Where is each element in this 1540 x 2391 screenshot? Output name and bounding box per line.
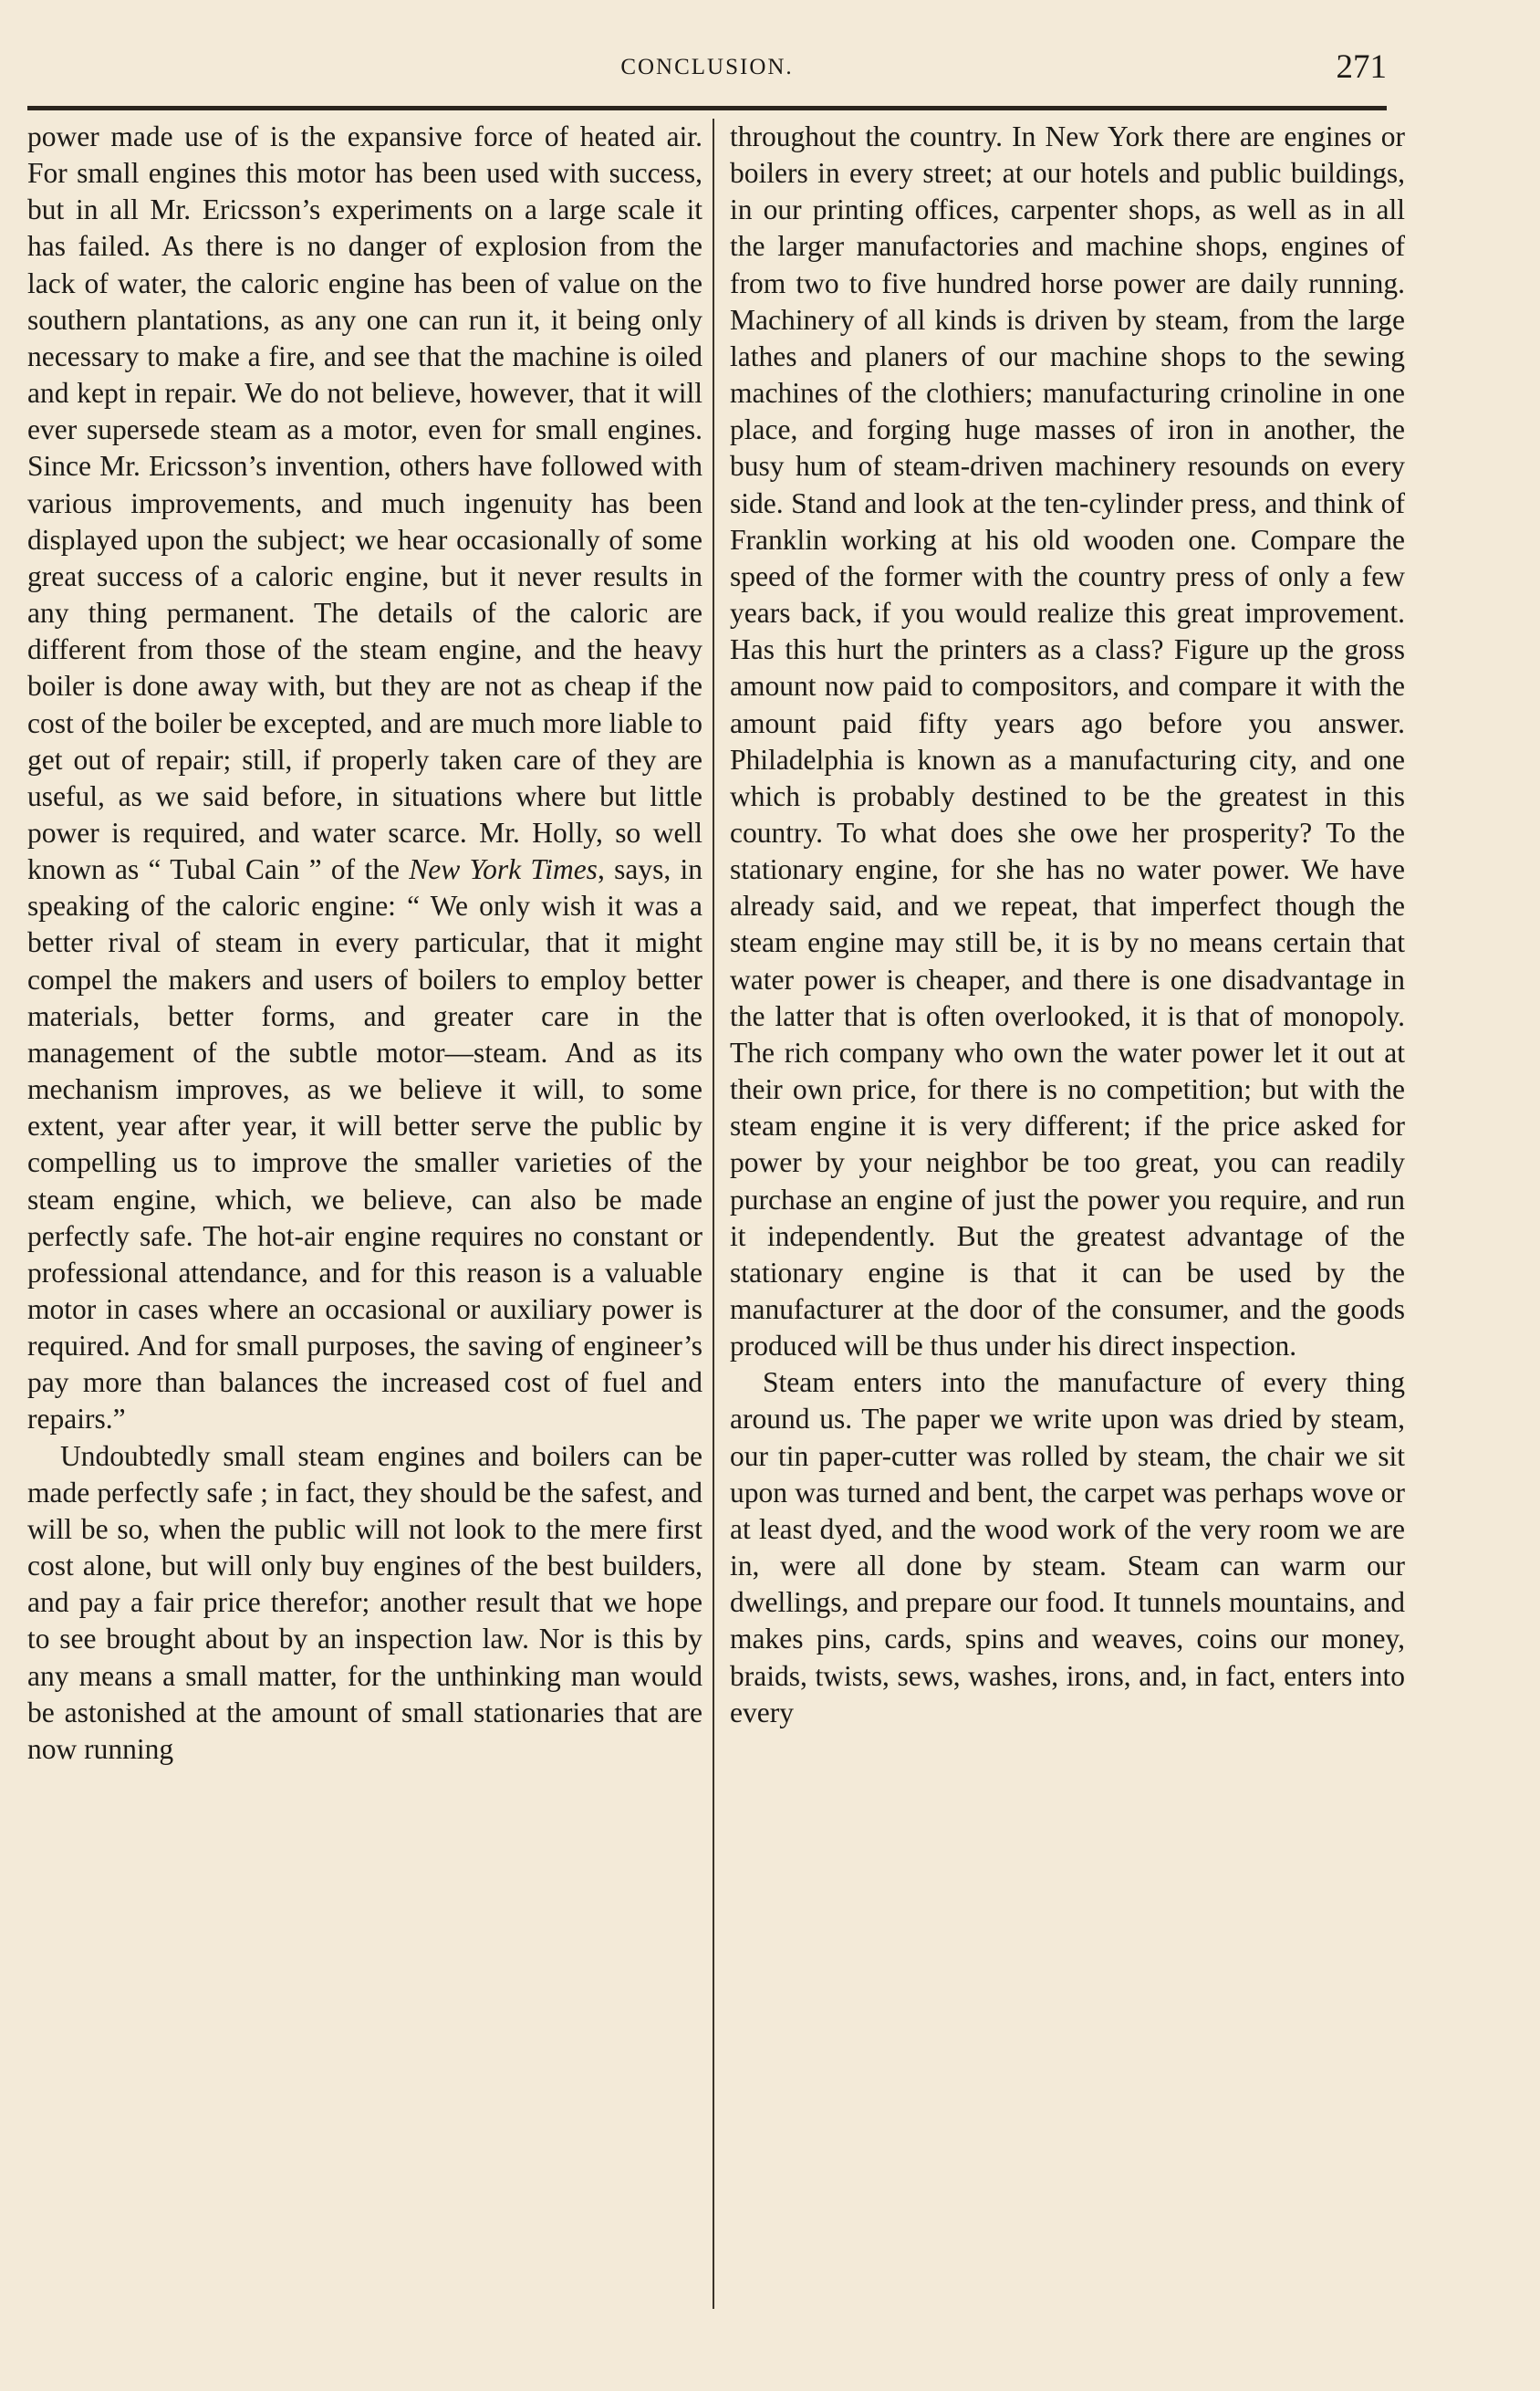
column-divider — [713, 119, 714, 2309]
header-rule — [27, 106, 1387, 110]
page-number: 271 — [1336, 48, 1387, 86]
right-paragraph-1: throughout the country. In New York there are engines or boilers in every street; at our hotels and public buildings, in our printing offices, carpenter shops, as well as in all the larger manufactories and machine shops, engines of from two to five hundred horse power are daily running. Machinery of all kinds is driven by steam, from the large lathes and planers of our machine shops to the sewing machines of the clothiers; manufacturing crinoline in one place, and forging huge masses of iron in another, the busy hum of steam-driven machinery resounds on every side. Stand and look at the ten-cylinder press, and think of Franklin working at his old wooden one. Compare the speed of the former with the country press of only a few years back, if you would realize this great improvement. Has this hurt the printers as a class? Figure up the gross amount now paid to compositors, and compare it with the amount paid fifty years ago before you answer. Philadelphia is known as a manufacturing city, and one which is probably destined to be the greatest in this country. To what does she owe her prosperity? To the stationary engine, for she has no water power. We have already said, and we repeat, that imperfect though the steam engine may still be, it is by no means certain that water power is cheaper, and there is one disadvantage in the latter that is often overlooked, it is that of monopoly. The rich company who own the water power let it out at their own price, for there is no competition; but with the steam engine it is very different; if the price asked for power by your neighbor be too great, you can readily purchase an engine of just the power you require, and run it independently. But the greatest advantage of the stationary engine is that it can be used by the manufacturer at the door of the consumer, and the goods produced will be thus under his direct inspection. — [730, 120, 1405, 1363]
chapter-title: CONCLUSION. — [620, 55, 794, 79]
left-paragraph-1-text: power made use of is the expansive force of heated air. For small engines this motor has been used with success, but in all Mr. Ericsson’s experiments on a large scale it has failed. As there is no danger of explosion from the lack of water, the caloric engine has been of value on the southern plantations, as any one can run it, it being only necessary to make a fire, and see that the machine is oiled and kept in repair. We do not believe, however, that it will ever supersede steam as a motor, even for small engines. Since Mr. Ericsson’s invention, others have followed with various improvements, and much ingenuity has been displayed upon the subject; we hear occasionally of some great success of a caloric engine, but it never results in any thing permanent. The details of the caloric are different from those of the steam engine, and the heavy boiler is done away with, but they are not as cheap if the cost of the boiler be excepted, and are much more liable to get out of repair; still, if properly taken care of they are useful, as we said before, in situations where but little power is required, and water scarce. Mr. Holly, so well known as “ Tubal Cain ” of the — [27, 120, 702, 886]
right-column — [730, 119, 1405, 2318]
left-paragraph-2: Undoubtedly small steam engines and boilers can be made perfectly safe ; in fact, they should be the safest, and will be so, when the public will not look to the mere first cost alone, but will only buy engines of the best builders, and pay a fair price therefor; another result that we hope to see brought about by an inspection law. Nor is this by any means a small matter, for the unthinking man would be astonished at the amount of small stationaries that are now running — [27, 1439, 702, 1765]
left-column — [27, 119, 702, 2318]
right-paragraph-2: Steam enters into the manufacture of every thing around us. The paper we write upon was dried by steam, our tin paper-cutter was rolled by steam, the chair we sit upon was turned and bent, the carpet was perhaps wove or at least dyed, and the wood work of the very room we are in, were all done by steam. Steam can warm our dwellings, and prepare our food. It tunnels mountains, and makes pins, cards, spins and weaves, coins our money, braids, twists, sews, washes, irons, and, in fact, enters into every — [730, 1366, 1405, 1728]
running-head — [27, 47, 1387, 89]
left-paragraph-1-continuation: , says, in speaking of the caloric engine: “ We only wish it was a better rival of steam in every particular, that it might compel the makers and users of boilers to employ better materials, better forms, and greater care in the management of the subtle motor—steam. And as its mechanism improves, as we believe it will, to some extent, year after year, it will better serve the public by compelling us to improve the smaller varieties of the steam engine, which, we believe, can also be made perfectly safe. The hot-air engine requires no constant or professional attendance, and for this reason is a valuable motor in cases where an occasional or auxiliary power is required. And for small purposes, the saving of engineer’s pay more than balances the increased cost of fuel and repairs.” — [27, 853, 702, 1436]
newspaper-title: New York Times — [409, 853, 598, 886]
left-paragraph-1 — [27, 119, 702, 1438]
